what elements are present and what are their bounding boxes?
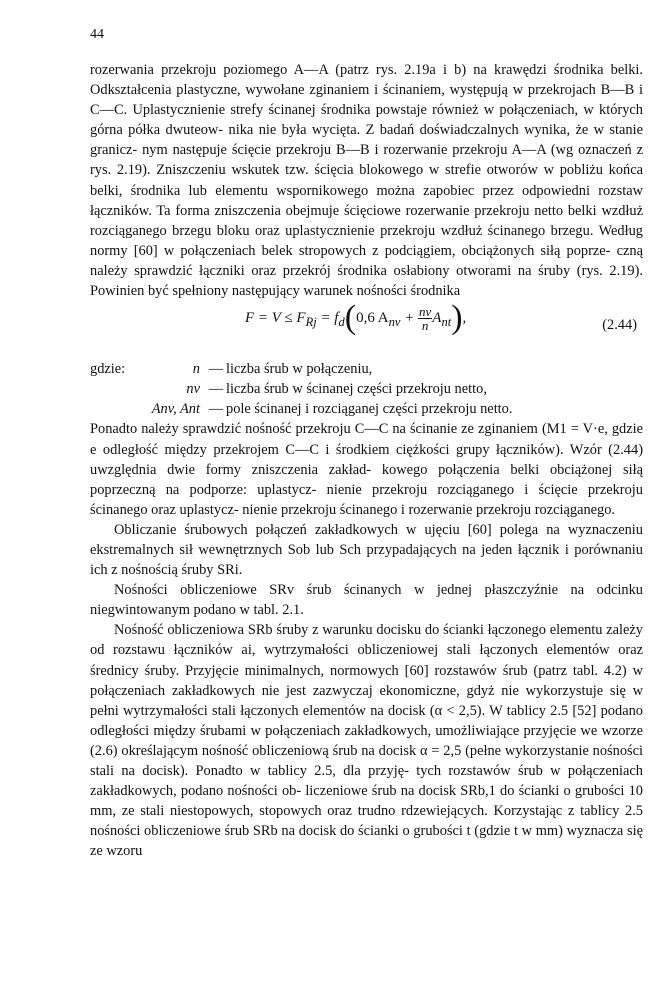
text-line: wykorzystanie nośności stali na docisk). Ponadto w tablicy 2.5, dla przyję- <box>90 742 644 779</box>
where-dash-0: — <box>208 361 224 378</box>
text-line: oznaczeń z rys. 2.19). Zniszczeniu wskutek tzw. ścięcia blokowego w strefie <box>90 142 643 179</box>
text-line: nienie przekroju ścinanego i rozerwanie przekroju rozciąganego. <box>242 501 616 518</box>
text-line: nika nie była wycięta. Z badań doświadczalnych wynika, że w stanie granicz- <box>90 122 643 159</box>
where-text-2: pole ścinanej i rozciąganej części przekroju netto. <box>226 401 513 418</box>
where-dash-1: — <box>208 381 224 398</box>
eq-sub-d: d <box>338 315 345 330</box>
text-line: śruby (rys. 2.19). Powinien być spełniony następujący warunek nośności <box>90 262 643 300</box>
where-sym-0: n <box>192 361 200 378</box>
where-text-0: liczba śrub w połączeniu, <box>226 361 373 378</box>
text-line: nym następuje ścięcie przekroju B—B i rozerwanie przekroju A—A (wg <box>142 142 574 159</box>
page-number: 44 <box>90 27 104 42</box>
text-line: występują w przekrojach B—B i C—C. Uplastycznienie strefy ścinanej <box>90 82 643 119</box>
eq-sub-nv: nv <box>388 315 401 330</box>
eq-coef: 0,6 A <box>356 310 389 327</box>
eq-fraction <box>418 305 432 332</box>
text-line: Ponadto należy sprawdzić nośność przekroju C—C na ścinanie ze zginaniem <box>90 421 538 438</box>
text-line: środnika <box>410 283 461 300</box>
text-line: zapobiec przez odpowiedni rozstaw łączników. Ta forma zniszczenia obejmuje <box>90 182 643 219</box>
eq-right-paren: ) <box>451 299 463 337</box>
text-line: łączonych elementów oraz średnicy śruby. Przyjęcie minimalnych, normowych <box>90 642 643 679</box>
text-line: środnika belki. Odkształcenia plastyczne, wywołane zginaniem i ścinaniem, <box>90 62 643 99</box>
body-text <box>90 60 643 861</box>
text-line: wzorze (2.6) określającym nośność obliczeniową śrub na docisk α = 2,5 (pełne <box>90 722 643 759</box>
text-line: zazwyczaj ekonomiczne, gdyż nie wykorzystuje się w pełni wytrzymałości stali <box>90 682 643 719</box>
paragraph-5 <box>90 620 643 861</box>
text-line: środnika powstaje również w połączeniach, w których górna półka dwuteow- <box>90 102 643 139</box>
text-line: rozerwania przekroju poziomego A—A (patrz rys. 2.19a i b) na krawędzi <box>90 62 547 78</box>
text-line: Nośności obliczeniowe SRv śrub ścinanych w jednej płaszczyźnie na <box>114 582 585 599</box>
text-line: (M1 = V·e, gdzie e odległość między przekrojem C—C i środkiem ciężkości <box>90 421 644 458</box>
text-line: kowego połączenia belki obciążonej siłą poprzeczną na podporze: uplastycz- <box>90 461 643 498</box>
paragraph-4 <box>90 580 643 620</box>
paragraph-2 <box>90 419 643 519</box>
text-line: nienie przekroju rozciąganego i ścięcie przekroju ścinanego oraz uplastycz- <box>90 481 643 518</box>
text-line: tych rozstawów śrub w połączeniach zakładkowych, podano nośności ob- <box>90 763 643 800</box>
eq-left-paren: ( <box>344 299 357 337</box>
text-line: oraz uplastycznienie przekroju wzdłuż ścinanego brzegu. Według normy <box>90 222 643 259</box>
eq-comma: , <box>462 310 467 327</box>
text-line: otworów w pobliżu końca belki, środnika lub elementu wspornikowego można <box>90 162 643 199</box>
text-line: liczeniowe śrub na docisk SRb,1 do ścianki o grubości 10 mm, ze stali <box>90 783 643 820</box>
where-dash-2: — <box>208 401 224 418</box>
text-line: niestopowych, stopowych oraz trudno rdzewiejących. Korzystając z tablicy 2.5 <box>169 803 643 820</box>
text-line: grupy łączników). Wzór (2.44) uwzględnia dwie formy zniszczenia zakład- <box>90 441 643 478</box>
paragraph-1 <box>90 60 643 301</box>
where-text-1: liczba śrub w ścinanej części przekroju netto, <box>226 381 487 398</box>
eq-ant: A <box>432 310 442 327</box>
text-line: ścięciowe rozerwanie przekroju netto belki wzdłuż rozciąganego brzegu bloku <box>90 202 643 239</box>
paragraph-3 <box>90 520 643 580</box>
eq-plus: + <box>400 310 419 327</box>
where-sym-1: nv <box>186 381 200 398</box>
text-line: czną należy sprawdzić łączniki oraz przekrój środnika osłabiony otworami na <box>90 242 643 279</box>
text-line: odcinku niegwintowanym podano w tabl. 2.1. <box>90 582 643 619</box>
text-line: jeden łącznik i porównaniu ich z nośnością śruby SRi. <box>90 541 643 579</box>
text-line: t w mm) wyznacza się ze wzoru <box>90 823 643 860</box>
eq-frac-num: nv <box>419 304 432 320</box>
eq-lhs: F = V ≤ F <box>245 310 306 327</box>
eq-fd: = f <box>316 310 339 327</box>
text-line: Obliczanie śrubowych połączeń zakładkowych w ujęciu [60] polega na <box>114 521 560 538</box>
equation-2-44 <box>90 301 643 359</box>
text-line: między śrubami w połączeniach zakładkowych, umożliwiające przyjęcie we <box>153 722 598 739</box>
text-line: wyznaczeniu ekstremalnych sił wewnętrznych Sob lub Sch przypadających na <box>90 521 643 558</box>
where-label: gdzie: <box>90 361 126 378</box>
text-line: [60] w połączeniach belek stropowych z podciągiem, obciążonych siłą poprze- <box>133 242 611 259</box>
text-line: [60] rozstawów śrub (patrz tabl. 4.2) w połączeniach zakładkowych nie jest <box>90 662 643 699</box>
text-line: Nośność obliczeniowa SRb śruby z warunku docisku do ścianki łączonego <box>114 622 546 639</box>
text-line: elementu zależy od rozstawu łączników ai, wytrzymałości obliczeniowej stali <box>90 622 643 659</box>
eq-sub-rj: Rj <box>305 315 317 330</box>
where-list <box>90 359 643 419</box>
eq-frac-den: n <box>421 318 429 334</box>
equation-formula <box>245 299 467 337</box>
equation-number: (2.44) <box>602 317 637 334</box>
eq-sub-nt: nt <box>441 315 452 330</box>
text-line: nośności obliczeniowe śrub SRb na docisk do ścianki o grubości t (gdzie <box>90 823 511 840</box>
where-sym-2: Anv, Ant <box>151 401 200 418</box>
text-line: łączonych elementów na docisk (α < 2,5). W tablicy 2.5 [52] podano odległości <box>90 702 643 739</box>
